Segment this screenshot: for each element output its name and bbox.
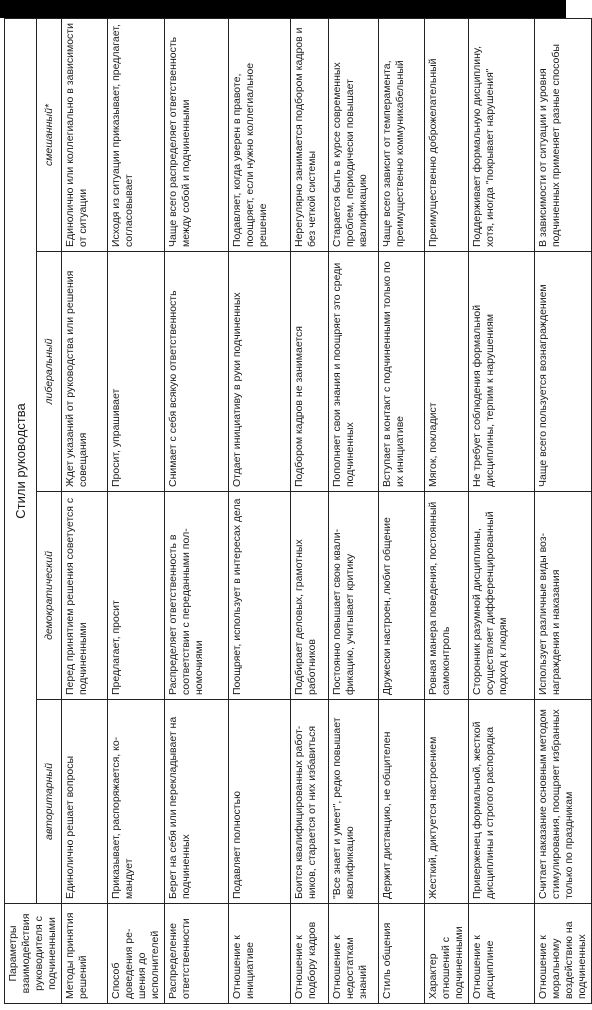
row-parameter-cell: Отношение к дисциплине — [469, 904, 535, 1004]
style-header-liberal: либеральный — [37, 252, 62, 492]
table-cell: Исходя из ситуации приказывает, предлагает, согласовывает — [108, 18, 165, 251]
table-cell: Пополняет свои знания и поощряет это среди подчиненных — [329, 252, 379, 492]
table-cell: Сторонник разумной дисциплины, осуществляет дифференцированный подход к людям — [469, 492, 535, 700]
table-cell: Боится квалифицированных работников, старается от них избавиться — [291, 700, 329, 904]
table-cell: Ждет указаний от руководства или решения совещания — [62, 252, 108, 492]
table-cell: Использует различные виды вознаграждения и наказания — [535, 492, 592, 700]
table-cell: Считает наказание основным методом стимулирования, поощряет избранных только по праздникам — [535, 700, 592, 904]
row-parameter-cell: Распределение ответственности — [165, 904, 229, 1004]
table-body — [62, 18, 592, 1003]
rotated-table-container — [4, 19, 588, 1004]
row-parameter-cell: Отношение к инициативе — [229, 904, 291, 1004]
table-cell: Держит дистанцию, не общителен — [379, 700, 425, 904]
table-row — [108, 18, 165, 1003]
table-cell: Отдает инициативу в руки подчиненных — [229, 252, 291, 492]
table-cell: Распределяет ответственность в соответствии с переданными полномочиями — [165, 492, 229, 700]
row-parameter-cell: Отношение к недостаткам знаний — [329, 904, 379, 1004]
row-parameter-cell: Стиль общения — [379, 904, 425, 1004]
table-row — [379, 18, 425, 1003]
table-cell: Приверженец формальной, жесткой дисциплины и строгого распорядка — [469, 700, 535, 904]
table-cell: Вступает в контакт с подчиненными только по их инициативе — [379, 252, 425, 492]
table-cell: В зависимости от ситуации и уровня подчиненных применяет разные способы — [535, 18, 592, 251]
table-cell: Не требует соблюдения формальной дисциплины, терпим к нарушениям — [469, 252, 535, 492]
table-cell: Поощряет, использует в интересах дела — [229, 492, 291, 700]
table-cell: Подавляет полностью — [229, 700, 291, 904]
table-cell: Приказывает, распоряжается, командует — [108, 700, 165, 904]
table-row — [469, 18, 535, 1003]
table-cell: Старается быть в курсе современных проблем, периодически повышает квалификацию — [329, 18, 379, 251]
table-cell: Чаще всего пользуется вознаграждением — [535, 252, 592, 492]
table-cell: Перед принятием решения советуется с подчиненными — [62, 492, 108, 700]
table-row — [425, 18, 469, 1003]
style-header-authoritarian: авторитарный — [37, 700, 62, 904]
table-row — [535, 18, 592, 1003]
style-header-mixed: смешанный* — [37, 18, 62, 251]
row-parameter-cell: Отношение к подбору кадров — [291, 904, 329, 1004]
table-cell: Подбором кадров не занимается — [291, 252, 329, 492]
table-cell: Подбирает деловых, грамотных работников — [291, 492, 329, 700]
table-cell: Жесткий, диктуется настроением — [425, 700, 469, 904]
row-parameter-cell: Методы принятия решений — [62, 904, 108, 1004]
table-cell: Чаще всего зависит от темперамента, преимущественно коммуникабельный — [379, 18, 425, 251]
table-cell: Единолично решает вопросы — [62, 700, 108, 904]
table-cell: Берет на себя или перекладывает на подчиненных — [165, 700, 229, 904]
table-cell: Единолично или коллегиально в зависимости от ситуации — [62, 18, 108, 251]
table-cell: Ровная манера поведения, постоянный самоконтроль — [425, 492, 469, 700]
row-parameter-cell: Характер отношений с подчиненными — [425, 904, 469, 1004]
table-cell: Поддерживает формальную дисциплину, хотя, иногда "покрывает нарушения" — [469, 18, 535, 251]
table-cell: Мягок, покладист — [425, 252, 469, 492]
table-cell: Предлагает, просит — [108, 492, 165, 700]
table-cell: Просит, упрашивает — [108, 252, 165, 492]
row-parameter-cell: Отношение к моральному воздействию на подчиненных — [535, 904, 592, 1004]
top-black-bar — [0, 0, 566, 18]
table-cell: Снимает с себя всякую ответственность — [165, 252, 229, 492]
table-row — [62, 18, 108, 1003]
table-cell: Преимущественно доброжелательный — [425, 18, 469, 251]
table-cell: Чаще всего распределяет ответственность между собой и подчиненными — [165, 18, 229, 251]
table-row — [329, 18, 379, 1003]
group-header: Стили руководства — [5, 18, 37, 903]
row-parameter-cell: Способ доведения решения до исполнителей — [108, 904, 165, 1004]
table-cell: Дружески настроен, любит общение — [379, 492, 425, 700]
table-row — [229, 18, 291, 1003]
table-row — [165, 18, 229, 1003]
table-cell: Подавляет, когда уверен в правоте, поощряет, если нужно коллегиальное решение — [229, 18, 291, 251]
param-header: Параметры взаимодействия руководителя с подчиненными — [5, 904, 62, 1004]
table-row — [291, 18, 329, 1003]
style-header-democratic: демократический — [37, 492, 62, 700]
table-cell: Постоянно повышает свою квалификацию, учитывает критику — [329, 492, 379, 700]
leadership-styles-table — [4, 18, 592, 1004]
table-cell: Нерегулярно занимается подбором кадров и без четкой системы — [291, 18, 329, 251]
table-cell: "Все знает и умеет", редко повышает квалификацию — [329, 700, 379, 904]
